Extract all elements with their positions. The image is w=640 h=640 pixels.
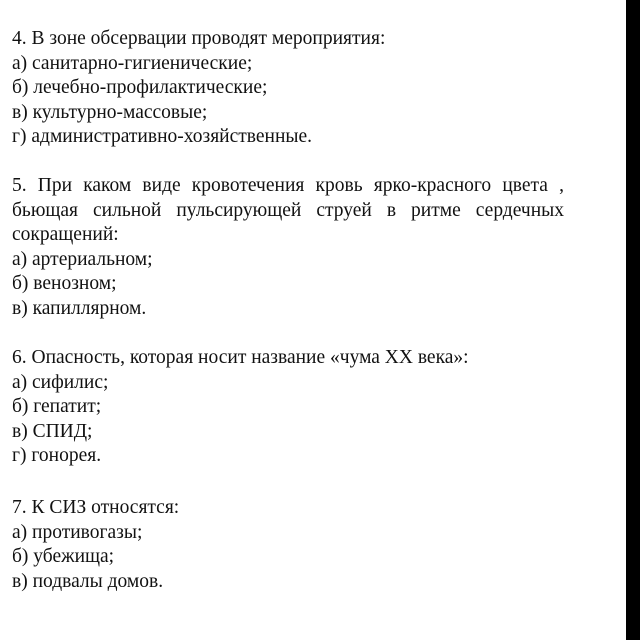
answer-option: в) капиллярном. — [12, 297, 147, 319]
question-7 — [12, 496, 564, 594]
question-4 — [12, 27, 564, 150]
answer-option: б) лечебно-профилактические; — [12, 77, 268, 98]
answer-option: а) противогазы; — [12, 521, 143, 543]
question-5 — [12, 174, 564, 321]
answer-option: а) артериальном; — [12, 248, 153, 270]
answer-option: б) гепатит; — [12, 396, 102, 417]
answer-option: б) убежища; — [12, 546, 115, 567]
answer-option: а) санитарно-гигиенические; — [12, 52, 253, 74]
answer-option: г) гонорея. — [12, 445, 102, 466]
answer-option: а) сифилис; — [12, 371, 109, 393]
answer-option: в) подвалы домов. — [12, 570, 164, 592]
question-title: 5. При каком виде кровотечения кровь ярко-красного цвета , бьющая сильной пульсирующей струей в ритме сердечных сокращений: — [12, 175, 564, 245]
answer-option: б) венозном; — [12, 273, 117, 294]
answer-option: г) административно-хозяйственные. — [12, 126, 313, 147]
question-title: 4. В зоне обсервации проводят мероприятия: — [12, 28, 386, 49]
question-title: 6. Опасность, которая носит название «чума XX века»: — [12, 347, 469, 368]
question-title: 7. К СИЗ относятся: — [12, 497, 180, 518]
answer-option: в) СПИД; — [12, 420, 93, 442]
answer-option: в) культурно-массовые; — [12, 101, 208, 123]
question-6 — [12, 346, 564, 469]
